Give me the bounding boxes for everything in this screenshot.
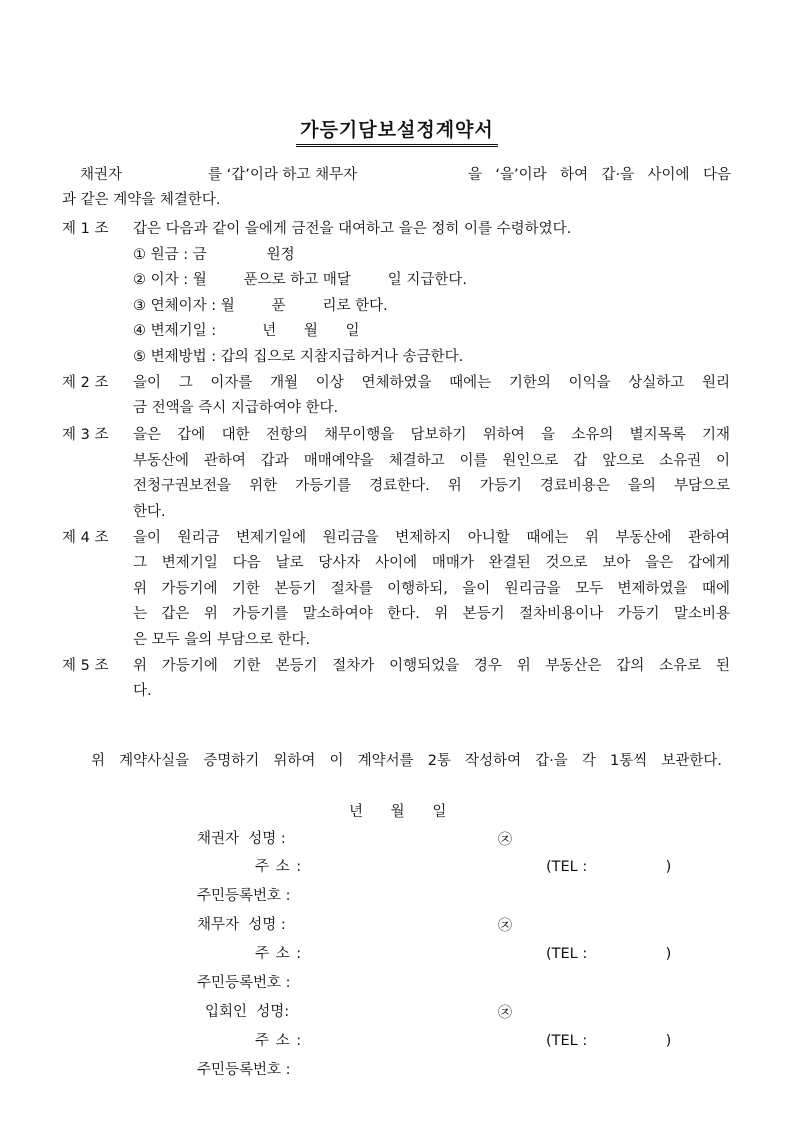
creditor-name-label: 채권자 성명 : [197,831,286,847]
debtor-id-label: 주민등록번호 : [197,975,291,991]
debtor-seal-mark: ㉨ [498,918,512,934]
article-5-label: 제 5 조 [62,658,109,674]
creditor-address-label: 주 소 : [255,859,303,875]
term-late-interest: ③ 연체이자 : 월 푼 리로 한다. [133,298,388,314]
debtor-name-label: 채무자 성명 : [197,917,286,933]
article-1-label: 제 1 조 [62,221,109,237]
article-1-text: 갑은 다음과 같이 을에게 금전을 대여하고 을은 정히 이를 수령하였다. [133,221,572,237]
article-2-label: 제 2 조 [62,375,109,391]
debtor-address-label: 주 소 : [255,946,303,962]
article-4-line-2: 그 변제기일 다음 날로 당사자 사이에 매매가 완결된 것으로 보아 을은 갑에게 [133,555,730,571]
article-3-line-4: 한다. [133,504,166,520]
term-principal: ① 원금 : 금 원정 [133,247,295,263]
creditor-id-label: 주민등록번호 : [197,888,291,904]
witness-seal-mark: ㉨ [498,1005,512,1021]
intro-text-2: 을 ‘을’이라 하여 갑·을 사이에 다음 [468,167,731,183]
article-5-line-1: 위 가등기에 기한 본등기 절차가 이행되었을 경우 위 부동산은 갑의 소유로 된 [133,658,730,674]
term-interest: ② 이자 : 월 푼으로 하고 매달 일 지급한다. [133,272,467,288]
contract-date: 년 월 일 [349,804,447,820]
creditor-seal-mark: ㉨ [498,832,512,848]
witness-name-label: 입회인 성명: [205,1004,290,1020]
witness-address-label: 주 소 : [255,1033,303,1049]
witness-id-label: 주민등록번호 : [197,1062,291,1078]
article-3-line-3: 전청구권보전을 위한 가등기를 경료한다. 위 가등기 경료비용은 을의 부담으로 [133,478,730,494]
article-3-label: 제 3 조 [62,427,109,443]
term-due-date: ④ 변제기일 : 년 월 일 [133,323,360,339]
document-title: 가등기담보설정계약서 [0,115,794,147]
intro-creditor-label: 채권자 [80,167,123,183]
debtor-tel-label: (TEL : ) [546,946,672,962]
article-3-line-1: 을은 갑에 대한 전항의 채무이행을 담보하기 위하여 을 소유의 별지목록 기재 [133,427,730,443]
intro-text-3: 과 같은 계약을 체결한다. [62,192,221,208]
article-4-label: 제 4 조 [62,530,109,546]
article-5-line-2: 다. [133,683,152,699]
closing-statement: 위 계약사실을 증명하기 위하여 이 계약서를 2통 작성하여 갑·을 각 1통씩 보관한다. [91,753,722,769]
article-4-line-1: 을이 원리금 변제기일에 원리금을 변제하지 아니할 때에는 위 부동산에 관하여 [133,530,730,546]
article-4-line-5: 은 모두 을의 부담으로 한다. [133,632,311,648]
article-2-line-1: 을이 그 이자를 개월 이상 연체하였을 때에는 기한의 이익을 상실하고 원리 [133,375,730,391]
article-4-line-4: 는 갑은 위 가등기를 말소하여야 한다. 위 본등기 절차비용이나 가등기 말소비용 [133,606,730,622]
witness-tel-label: (TEL : ) [546,1033,672,1049]
article-4-line-3: 위 가등기에 기한 본등기 절차를 이행하되, 을이 원리금을 모두 변제하였을 때에 [133,581,730,597]
term-payment-method: ⑤ 변제방법 : 갑의 집으로 지참지급하거나 송금한다. [133,349,464,365]
article-2-line-2: 금 전액을 즉시 지급하여야 한다. [133,400,339,416]
intro-text-1: 를 ‘갑’이라 하고 채무자 [208,167,358,183]
article-3-line-2: 부동산에 관하여 갑과 매매예약을 체결하고 이를 원인으로 갑 앞으로 소유권 이 [133,453,730,469]
creditor-tel-label: (TEL : ) [546,859,672,875]
